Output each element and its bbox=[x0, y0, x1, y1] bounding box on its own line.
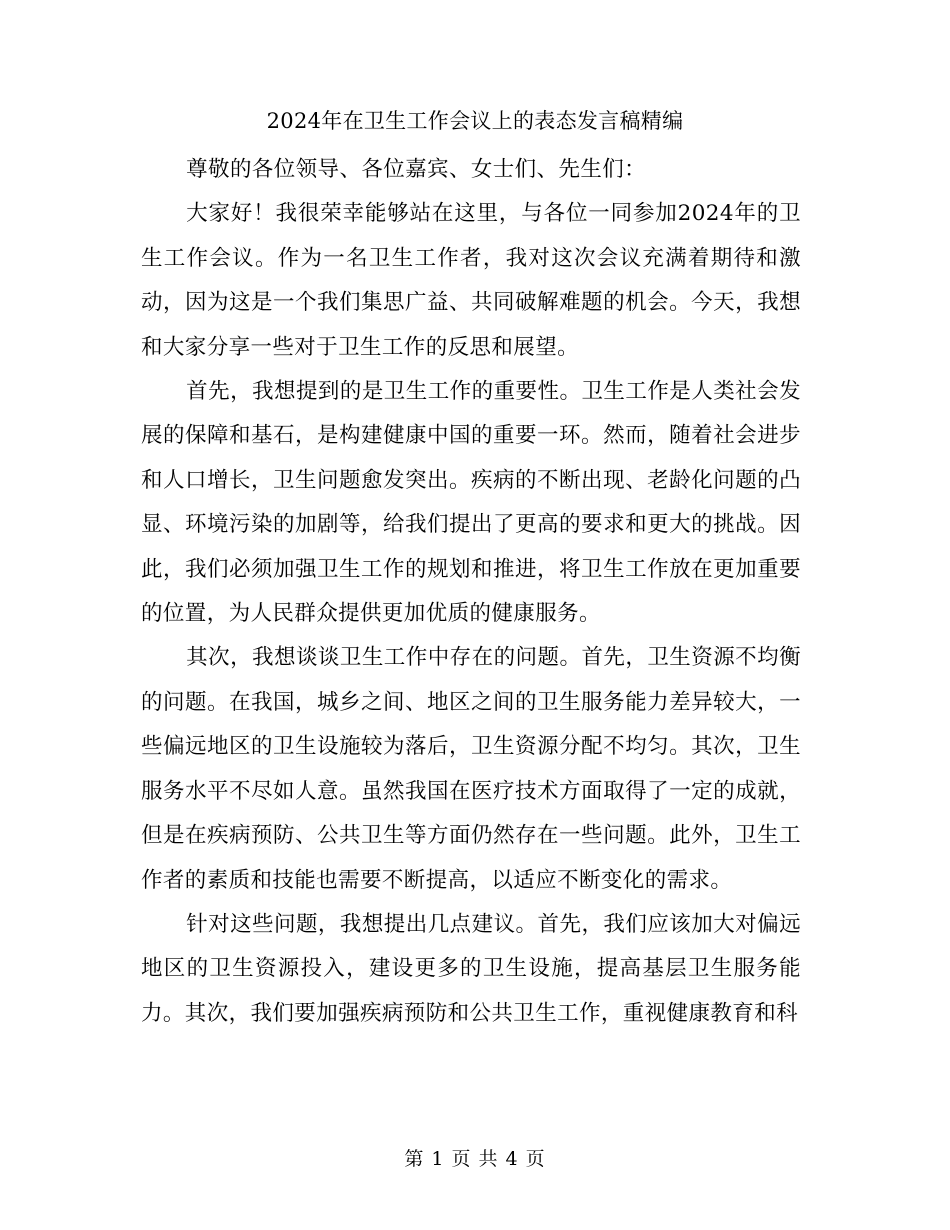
document-body bbox=[141, 148, 801, 1036]
document-title: 2024年在卫生工作会议上的表态发言稿精编 bbox=[266, 109, 684, 133]
body-paragraph: 首先，我想提到的是卫生工作的重要性。卫生工作是人类社会发展的保障和基石，是构建健康中国的重要一环。然而，随着社会进步和人口增长，卫生问题愈发突出。疾病的不断出现、老龄化问题的凸显、环境污染的加剧等，给我们提出了更高的要求和更大的挑战。因此，我们必须加强卫生工作的规划和推进，将卫生工作放在更加重要的位置，为人民群众提供更加优质的健康服务。 bbox=[141, 379, 801, 627]
salutation-paragraph: 尊敬的各位领导、各位嘉宾、女士们、先生们： bbox=[186, 157, 647, 182]
body-paragraph: 针对这些问题，我想提出几点建议。首先，我们应该加大对偏远地区的卫生资源投入，建设更多的卫生设施，提高基层卫生服务能力。其次，我们要加强疾病预防和公共卫生工作，重视健康教育和科 bbox=[141, 911, 801, 1026]
body-paragraph: 大家好！我很荣幸能够站在这里，与各位一同参加2024年的卫生工作会议。作为一名卫生工作者，我对这次会议充满着期待和激动，因为这是一个我们集思广益、共同破解难题的机会。今天，我想和大家分享一些对于卫生工作的反思和展望。 bbox=[141, 201, 801, 360]
body-paragraph: 其次，我想谈谈卫生工作中存在的问题。首先，卫生资源不均衡的问题。在我国，城乡之间、地区之间的卫生服务能力差异较大，一些偏远地区的卫生设施较为落后，卫生资源分配不均匀。其次，卫生服务水平不尽如人意。虽然我国在医疗技术方面取得了一定的成就，但是在疾病预防、公共卫生等方面仍然存在一些问题。此外，卫生工作者的素质和技能也需要不断提高，以适应不断变化的需求。 bbox=[141, 645, 801, 893]
page-number-footer: 第 1 页 共 4 页 bbox=[404, 1148, 546, 1170]
